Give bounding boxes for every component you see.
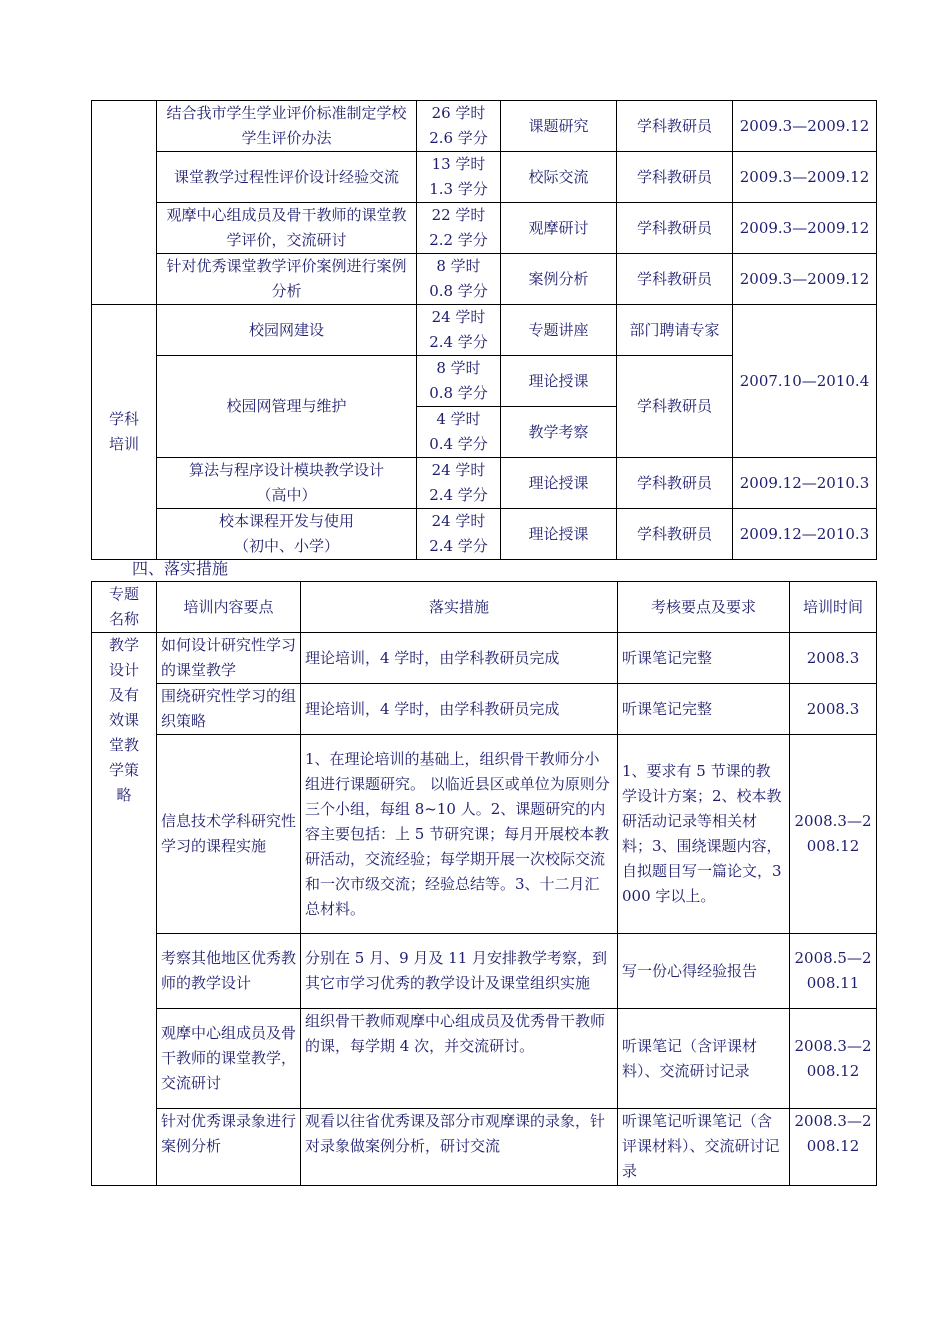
- instructor-cell: 学科教研员: [617, 152, 733, 203]
- period-cell: 2009.12—2010.3: [733, 458, 877, 509]
- table-header-row: [92, 582, 877, 633]
- measures-cell: 1、在理论培训的基础上，组织骨干教师分小组进行课题研究。 以临近县区或单位为原则分三个小组，每组 8~10 人。2、课题研究的内容主要包括：上 5 节研究课；每月开展校本教研活动，交流经验；每学期开展一次校际交流和一次市级交流；经验总结等。3、十二月汇总材料。: [301, 735, 618, 934]
- method-cell: 理论授课: [501, 458, 617, 509]
- content-cell: 观摩中心组成员及骨干教师的课堂教学，交流研讨: [157, 1009, 301, 1109]
- method-cell: 课题研究: [501, 101, 617, 152]
- instructor-cell: 学科教研员: [617, 356, 733, 458]
- assessment-cell: 听课笔记（含评课材料）、交流研讨记录: [618, 1009, 790, 1109]
- header-topic: 专题名称: [92, 582, 157, 633]
- topic-cell: 教学设计及有效课堂教学策略: [92, 633, 157, 1186]
- header-measures: 落实措施: [301, 582, 618, 633]
- table-row: [92, 101, 877, 152]
- training-plan-table: [91, 100, 877, 560]
- instructor-cell: 学科教研员: [617, 203, 733, 254]
- method-cell: 教学考察: [501, 407, 617, 458]
- hours-cell: 22 学时 2.2 学分: [417, 203, 501, 254]
- hours-cell: 8 学时 0.8 学分: [417, 254, 501, 305]
- category-cell: 学科培训: [92, 305, 157, 560]
- method-cell: 案例分析: [501, 254, 617, 305]
- period-cell: 2009.3—2009.12: [733, 203, 877, 254]
- table-row: [92, 458, 877, 509]
- table-row: [92, 1109, 877, 1186]
- period-cell: 2009.3—2009.12: [733, 101, 877, 152]
- hours-cell: 24 学时 2.4 学分: [417, 509, 501, 560]
- header-content: 培训内容要点: [157, 582, 301, 633]
- assessment-cell: 听课笔记完整: [618, 684, 790, 735]
- period-cell: 2009.3—2009.12: [733, 152, 877, 203]
- method-cell: 理论授课: [501, 509, 617, 560]
- table-row: [92, 1009, 877, 1109]
- method-cell: 校际交流: [501, 152, 617, 203]
- table-row: [92, 934, 877, 1009]
- time-cell: 2008.3: [790, 633, 877, 684]
- hours-cell: 13 学时 1.3 学分: [417, 152, 501, 203]
- period-cell: 2009.12—2010.3: [733, 509, 877, 560]
- period-cell: 2007.10—2010.4: [733, 305, 877, 458]
- instructor-cell: 学科教研员: [617, 458, 733, 509]
- time-cell: 2008.3—2008.12: [790, 735, 877, 934]
- measures-cell: 观看以往省优秀课及部分市观摩课的录象，针对录象做案例分析，研讨交流: [301, 1109, 618, 1186]
- table-row: [92, 152, 877, 203]
- assessment-cell: 听课笔记听课笔记（含评课材料）、交流研讨记录: [618, 1109, 790, 1186]
- time-cell: 2008.5—2008.11: [790, 934, 877, 1009]
- hours-cell: 8 学时 0.8 学分: [417, 356, 501, 407]
- content-cell: 结合我市学生学业评价标准制定学校学生评价办法: [157, 101, 417, 152]
- instructor-cell: 学科教研员: [617, 509, 733, 560]
- content-cell: 观摩中心组成员及骨干教师的课堂教学评价，交流研讨: [157, 203, 417, 254]
- method-cell: 理论授课: [501, 356, 617, 407]
- content-cell: 算法与程序设计模块教学设计 （高中）: [157, 458, 417, 509]
- instructor-cell: 学科教研员: [617, 101, 733, 152]
- time-cell: 2008.3: [790, 684, 877, 735]
- table-row: [92, 735, 877, 934]
- instructor-cell: 部门聘请专家: [617, 305, 733, 356]
- measures-cell: 理论培训，4 学时，由学科教研员完成: [301, 684, 618, 735]
- section-heading: 四、落实措施: [132, 559, 229, 578]
- header-assessment: 考核要点及要求: [618, 582, 790, 633]
- measures-cell: 组织骨干教师观摩中心组成员及优秀骨干教师的课，每学期 4 次，并交流研讨。: [301, 1009, 618, 1109]
- measures-cell: 分别在 5 月、9 月及 11 月安排教学考察，到其它市学习优秀的教学设计及课堂组织实施: [301, 934, 618, 1009]
- measures-cell: 理论培训，4 学时，由学科教研员完成: [301, 633, 618, 684]
- category-cell-empty: [92, 101, 157, 305]
- assessment-cell: 听课笔记完整: [618, 633, 790, 684]
- content-cell: 课堂教学过程性评价设计经验交流: [157, 152, 417, 203]
- instructor-cell: 学科教研员: [617, 254, 733, 305]
- assessment-cell: 1、要求有 5 节课的教学设计方案；2、校本教研活动记录等相关材料；3、围绕课题内容，自拟题目写一篇论文，3000 字以上。: [618, 735, 790, 934]
- content-cell: 如何设计研究性学习的课堂教学: [157, 633, 301, 684]
- table-row: [92, 633, 877, 684]
- table-row: [92, 509, 877, 560]
- implementation-measures-table: [91, 581, 877, 1186]
- content-cell: 考察其他地区优秀教师的教学设计: [157, 934, 301, 1009]
- table-row: [92, 305, 877, 356]
- hours-cell: 4 学时 0.4 学分: [417, 407, 501, 458]
- content-cell: 针对优秀课堂教学评价案例进行案例分析: [157, 254, 417, 305]
- content-cell: 校园网管理与维护: [157, 356, 417, 458]
- content-cell: 针对优秀课录象进行案例分析: [157, 1109, 301, 1186]
- table-row: [92, 254, 877, 305]
- method-cell: 观摩研讨: [501, 203, 617, 254]
- table-row: [92, 684, 877, 735]
- table-row: [92, 203, 877, 254]
- hours-cell: 24 学时 2.4 学分: [417, 458, 501, 509]
- content-cell: 校园网建设: [157, 305, 417, 356]
- method-cell: 专题讲座: [501, 305, 617, 356]
- header-time: 培训时间: [790, 582, 877, 633]
- assessment-cell: 写一份心得经验报告: [618, 934, 790, 1009]
- content-cell: 信息技术学科研究性学习的课程实施: [157, 735, 301, 934]
- time-cell: 2008.3—2008.12: [790, 1009, 877, 1109]
- time-cell: 2008.3—2008.12: [790, 1109, 877, 1186]
- content-cell: 围绕研究性学习的组织策略: [157, 684, 301, 735]
- content-cell: 校本课程开发与使用 （初中、小学）: [157, 509, 417, 560]
- hours-cell: 24 学时 2.4 学分: [417, 305, 501, 356]
- period-cell: 2009.3—2009.12: [733, 254, 877, 305]
- hours-cell: 26 学时 2.6 学分: [417, 101, 501, 152]
